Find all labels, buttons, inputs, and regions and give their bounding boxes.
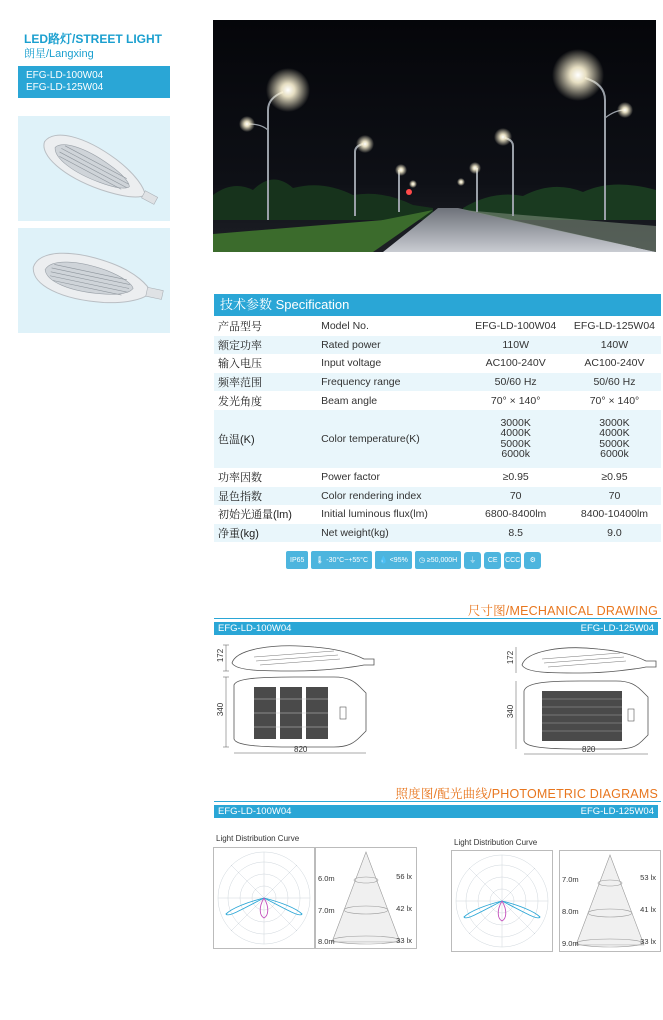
humidity-badge (375, 551, 412, 569)
cct-value: 4000K (599, 427, 630, 440)
temperature-badge (311, 551, 372, 569)
spec-value-100w: 50/60 Hz (463, 373, 568, 392)
spec-cn: 输入电压 (218, 358, 262, 371)
cct-value: 6000k (600, 448, 629, 461)
spec-row-cri (214, 487, 661, 506)
spec-table (214, 317, 661, 542)
photometric-right-model: EFG-LD-125W04 (580, 806, 654, 817)
spec-value-125w: 70 (568, 487, 661, 506)
length-dimension: 820 (582, 745, 596, 754)
ip-rating-badge: IP65 (286, 551, 308, 569)
spec-row-power (214, 336, 661, 355)
light-distribution-curve-125w (451, 850, 553, 952)
spec-cn: 频率范围 (214, 373, 315, 392)
temperature-range: -30°C~+55°C (326, 556, 369, 564)
illuminance-value: 33 lx (396, 936, 412, 945)
ccc-cert-icon: CCC (504, 552, 521, 569)
model-box (18, 66, 170, 98)
spec-row-flux (214, 505, 661, 524)
spec-en: Frequency range (315, 373, 463, 392)
divider (214, 801, 661, 802)
spec-value-125w: 8400-10400lm (580, 508, 649, 521)
clock-icon: ◷ (418, 557, 425, 564)
spec-en: Color temperature(K) (315, 410, 463, 468)
spec-cn: 产品型号 (218, 321, 262, 334)
spec-en: Input voltage (321, 357, 382, 370)
mounting-height: 9.0m (562, 939, 579, 948)
spec-en: Rated power (315, 336, 463, 355)
cct-value: 3000K (500, 416, 531, 429)
spec-value-100w: 70 (463, 487, 568, 506)
illuminance-value: 42 lx (396, 904, 412, 913)
width-dimension: 340 (506, 704, 516, 719)
model-name-2: EFG-LD-125W04 (26, 82, 104, 93)
spec-value-100w: ≥0.95 (502, 471, 529, 484)
spec-value-125w: 9.0 (568, 524, 661, 543)
spec-heading: 技术参数 Specification (214, 294, 661, 316)
mounting-height: 8.0m (318, 937, 335, 946)
spec-value-125w: EFG-LD-125W04 (573, 320, 656, 333)
spec-value-100w: 70° × 140° (490, 394, 541, 407)
cct-value: 4000K (500, 427, 531, 440)
product-image-top-view (18, 116, 170, 221)
height-dimension: 172 (216, 648, 226, 663)
mechanical-drawing-100w (214, 637, 384, 757)
mounting-height: 8.0m (562, 907, 579, 916)
lifetime-badge (415, 551, 461, 569)
spec-row-color-temp (214, 410, 661, 468)
spec-value-100w: AC100-240V (485, 357, 546, 370)
illuminance-cone-100w (315, 847, 417, 949)
light-distribution-curve-100w (213, 847, 315, 949)
spec-en: Net weight(kg) (315, 524, 463, 543)
cct-value: 5000K (599, 437, 630, 450)
humidity-value: <95% (389, 556, 408, 564)
photometric-title: 照度图/配光曲线/PHOTOMETRIC DIAGRAMS (395, 787, 658, 801)
brand-name: 朗星/Langxing (24, 48, 94, 60)
thermometer-icon: 🌡 (315, 557, 325, 564)
spec-cn: 额定功率 (214, 336, 315, 355)
spec-value-100w: 6800-8400lm (485, 508, 547, 521)
illuminance-cone-125w (559, 850, 661, 952)
mounting-height: 7.0m (318, 906, 335, 915)
lifetime-value: ≥50,000H (426, 556, 458, 564)
spec-en: Model No. (321, 320, 369, 333)
cct-value: 6000k (501, 448, 530, 461)
mounting-height: 6.0m (318, 874, 335, 883)
spec-cn: 发光角度 (218, 395, 262, 408)
mechanical-drawing-125w (500, 637, 660, 757)
length-dimension: 820 (294, 745, 308, 754)
illuminance-value: 56 lx (396, 872, 412, 881)
mechanical-right-model: EFG-LD-125W04 (580, 623, 654, 634)
product-image-angle-view (18, 228, 170, 333)
spec-cn: 初始光通量(lm) (218, 509, 292, 522)
spec-en: Initial luminous flux(lm) (321, 508, 428, 521)
mechanical-model-bar (214, 622, 658, 635)
spec-value-100w (463, 410, 568, 468)
spec-row-power-factor (214, 468, 661, 487)
spec-value-100w: 110W (463, 336, 568, 355)
illuminance-value: 33 lx (640, 937, 656, 946)
width-dimension: 340 (216, 702, 226, 717)
spec-en: Beam angle (321, 394, 378, 407)
spec-en: Power factor (321, 471, 381, 484)
spec-row-voltage (214, 354, 661, 373)
curve-label: Light Distribution Curve (454, 838, 538, 847)
illuminance-value: 41 lx (640, 905, 656, 914)
mechanical-left-model: EFG-LD-100W04 (218, 623, 292, 634)
spec-value-125w (568, 410, 661, 468)
model-name-1: EFG-LD-100W04 (26, 70, 104, 81)
spec-row-weight (214, 524, 661, 543)
droplet-icon: 💧 (379, 557, 388, 564)
spec-row-beam (214, 391, 661, 410)
spec-value-125w: AC100-240V (584, 357, 645, 370)
street-night-photo (213, 20, 656, 252)
curve-label: Light Distribution Curve (216, 834, 300, 843)
spec-row-model (214, 317, 661, 336)
mounting-height: 7.0m (562, 875, 579, 884)
spec-value-125w: 70° × 140° (589, 394, 640, 407)
recycle-cert-icon: ⚙ (524, 552, 541, 569)
cct-value: 3000K (599, 416, 630, 429)
spec-value-100w: EFG-LD-100W04 (475, 320, 557, 333)
feature-badges (286, 550, 541, 570)
divider (214, 618, 661, 619)
ground-cert-icon: ⏚ (464, 552, 481, 569)
spec-row-frequency (214, 373, 661, 392)
illuminance-value: 53 lx (640, 873, 656, 882)
spec-value-125w: 50/60 Hz (568, 373, 661, 392)
spec-en: Color rendering index (315, 487, 463, 506)
spec-value-100w: 8.5 (463, 524, 568, 543)
spec-cn: 显色指数 (214, 487, 315, 506)
spec-value-125w: 140W (568, 336, 661, 355)
photometric-left-model: EFG-LD-100W04 (218, 806, 292, 817)
spec-cn: 色温(K) (214, 410, 315, 468)
spec-cn: 功率因数 (218, 472, 262, 485)
spec-value-125w: ≥0.95 (601, 471, 628, 484)
photometric-model-bar (214, 805, 658, 818)
height-dimension: 172 (506, 650, 516, 665)
ce-cert-icon: CE (484, 552, 501, 569)
mechanical-drawing-title: 尺寸图/MECHANICAL DRAWING (467, 604, 658, 618)
product-title: LED路灯/STREET LIGHT (24, 32, 163, 46)
spec-cn: 净重(kg) (214, 524, 315, 543)
cct-value: 5000K (500, 437, 531, 450)
